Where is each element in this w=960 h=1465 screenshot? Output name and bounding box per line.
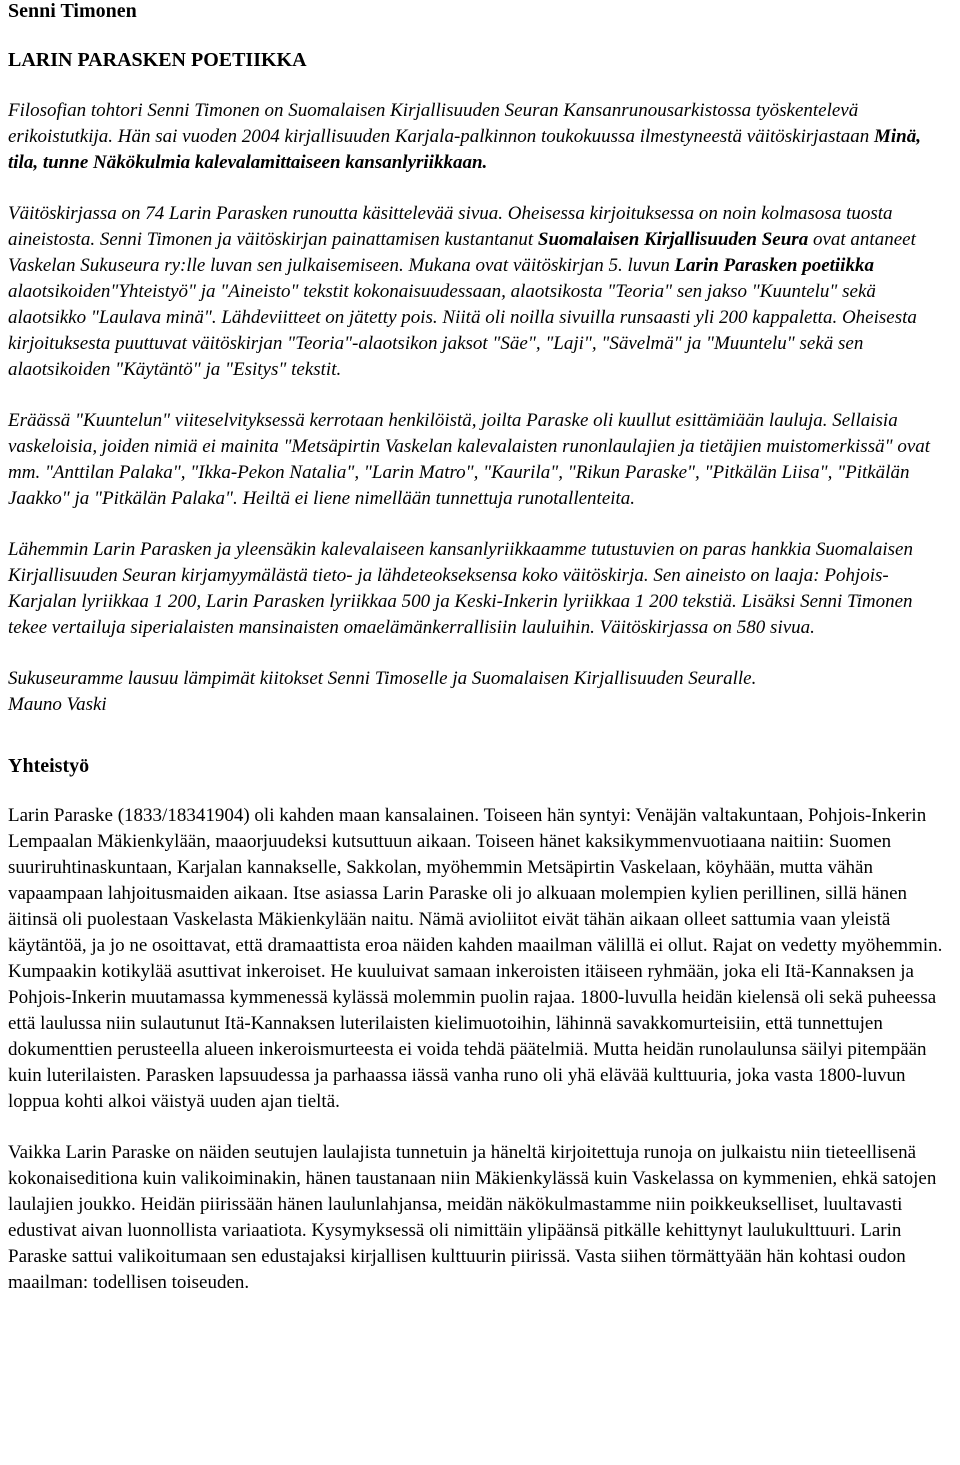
intro-paragraph: [8, 98, 952, 176]
dissertation-title: Minä, tila, tunne Näkökulmia kalevalamittaiseen kansanlyriikkaan.: [8, 126, 921, 173]
section-heading: Yhteistyö: [8, 755, 90, 777]
note-text-2: ovat antaneet Vaskelan Sukuseura ry:lle luvan sen julkaisemiseen. Mukana ovat väitöskirjan 5. luvun: [8, 229, 916, 276]
kuuntelu-note-paragraph: Eräässä "Kuuntelun" viiteselvityksessä kerrotaan henkilöistä, joilta Paraske oli kuullut esittämiään lauluja. Sellaisia vaskeloisia, joiden nimiä ei mainita "Metsäpirtin Vaskelan kalevalaisten runonlaulajien ja tietäjien muistomerkissä" ovat mm. "Anttilan Palaka", "Ikka-Pekon Natalia", "Larin Matro", "Kaurila", "Rikun Paraske", "Pitkälän Liisa", "Pitkälän Jaakko" ja "Pitkälän Palaka". Heiltä ei liene nimellään tunnettuja runotallenteita.: [8, 410, 931, 509]
recommendation-paragraph: Lähemmin Larin Parasken ja yleensäkin kalevalaiseen kansanlyriikkaamme tutustuvien on paras hankkia Suomalaisen Kirjallisuuden Seuran kirjamyymälästä tieto- ja lähdeteokseksensa koko väitöskirja. Sen aineisto on laaja: Pohjois-Karjalan lyriikkaa 1 200, Larin Parasken lyriikkaa 500 ja Keski-Inkerin lyriikkaa 1 200 tekstiä. Lisäksi Senni Timonen tekee vertailuja siperialaisten mansinaisten omaelämänkerrallisiin lauluihin. Väitöskirjassa on 580 sivua.: [8, 539, 913, 638]
signature-name: Mauno Vaski: [8, 694, 107, 715]
intro-text: Filosofian tohtori Senni Timonen on Suomalaisen Kirjallisuuden Seuran Kansanrunousarkistossa työskentelevä erikoistutkija. Hän sai vuoden 2004 kirjallisuuden Karjala-palkinnon toukokuussa ilmestyneestä väitöskirjastaan: [8, 100, 874, 147]
publisher-name: Suomalaisen Kirjallisuuden Seura: [537, 229, 809, 250]
acknowledgement-text: Sukuseuramme lausuu lämpimät kiitokset Senni Timoselle ja Suomalaisen Kirjallisuuden Seuralle.: [8, 668, 757, 689]
note-text-3: alaotsikoiden"Yhteistyö" ja "Aineisto" tekstit kokonaisuudessaan, alaotsikosta "Teoria" sen jakso "Kuuntelu" sekä alaotsikko "Laulava minä". Lähdeviitteet on jätetty pois. Niitä oli noilla sivuilla runsaasti yli 200 kappaletta. Oheisesta kirjoituksesta puuttuvat väitöskirjan "Teoria"-alaotsikon jaksot "Säe", "Laji", "Sävelmä" ja "Muuntelu" sekä sen alaotsikoiden "Käytäntö" ja "Esitys" tekstit.: [8, 281, 917, 380]
body-paragraph-2: Vaikka Larin Paraske on näiden seutujen laulajista tunnetuin ja häneltä kirjoitettuja runoja on julkaistu niin tieteellisenä kokonaiseditiona kuin valikoiminakin, hänen taustanaan niin Mäkienkylässä kuin Vaskelassa on kymmenien, ehkä satojen laulajien joukko. Heidän piirissään hänen laulunlahjansa, meidän näkökulmastamme niin poikkeukselliset, luultavasti edustivat aivan luonnollista variaatiota. Kysymyksessä oli nimittäin ylipäänsä pitkälle kehittynyt laulukulttuuri. Larin Paraske sattui valikoitumaan sen edustajaksi kirjallisen kulttuurin piirissä. Vasta siihen törmättyään hän kohtasi oudon maailman: todellisen toiseuden.: [8, 1142, 937, 1293]
body-paragraph: Larin Paraske (1833/18341904) oli kahden maan kansalainen. Toiseen hän syntyi: Venäjän valtakuntaan, Pohjois-Inkerin Lempaalan Mäkienkylään, maaorjuudeksi kutsuttuun aikaan. Toiseen hänet kaksikymmenvuotiaana naitiin: Suomen suuriruhtinaskuntaan, Karjalan kannakselle, Sakkolan, myöhemmin Metsäpirtin Vaskelaan, köyhään, mutta vähän vapaampaan lahjoitusmaiden aikaan. Itse asiassa Larin Paraske oli jo alkuaan molempien kylien perillinen, sillä hänen äitinsä oli puolestaan Vaskelasta Mäkienkylään naitu. Nämä avioliitot eivät tähän aikaan olleet sattumia vaan yleistä käytäntöä, ja jo ne osoittavat, että dramaattista eroa näiden kahden maailman välillä ei ollut. Rajat on vedetty myöhemmin. Kumpaakin kotikylää asuttivat inkeroiset. He kuuluivat samaan inkeroisten itäiseen ryhmään, joka eli Itä-Kannaksen ja Pohjois-Inkerin muutamassa kymmenessä kylässä molemmin puolin rajaa. 1800-luvulla heidän kielensä oli sekä puheessa että laulussa niin sulautunut Itä-Kannaksen luterilaisten kielimuotoihin, lähinnä savakkomurteisiin, että tunnettujen dokumenttien perusteella alueen inkeroismurteesta ei voida tehdä päätelmiä. Mutta heidän runolaulunsa säilyi pitempään kuin luterilaisten. Parasken lapsuudessa ja parhaassa iässä vanha runo oli yhä elävää kulttuuria, joka vasta 1800-luvun loppua kohti alkoi väistyä uuden ajan tieltä.: [8, 805, 943, 1112]
note-text-1: Väitöskirjassa on 74 Larin Parasken runoutta käsittelevää sivua. Oheisessa kirjoituksessa on noin kolmasosa tuosta aineistosta. Senni Timonen ja väitöskirjan painattamisen kustantanut: [8, 203, 893, 250]
author-name: Senni Timonen: [8, 0, 137, 22]
article-title: LARIN PARASKEN POETIIKKA: [8, 49, 307, 71]
dissertation-note-paragraph: [8, 201, 952, 383]
chapter-title: Larin Parasken poetiikka: [674, 255, 874, 276]
acknowledgement-block: [8, 666, 952, 718]
